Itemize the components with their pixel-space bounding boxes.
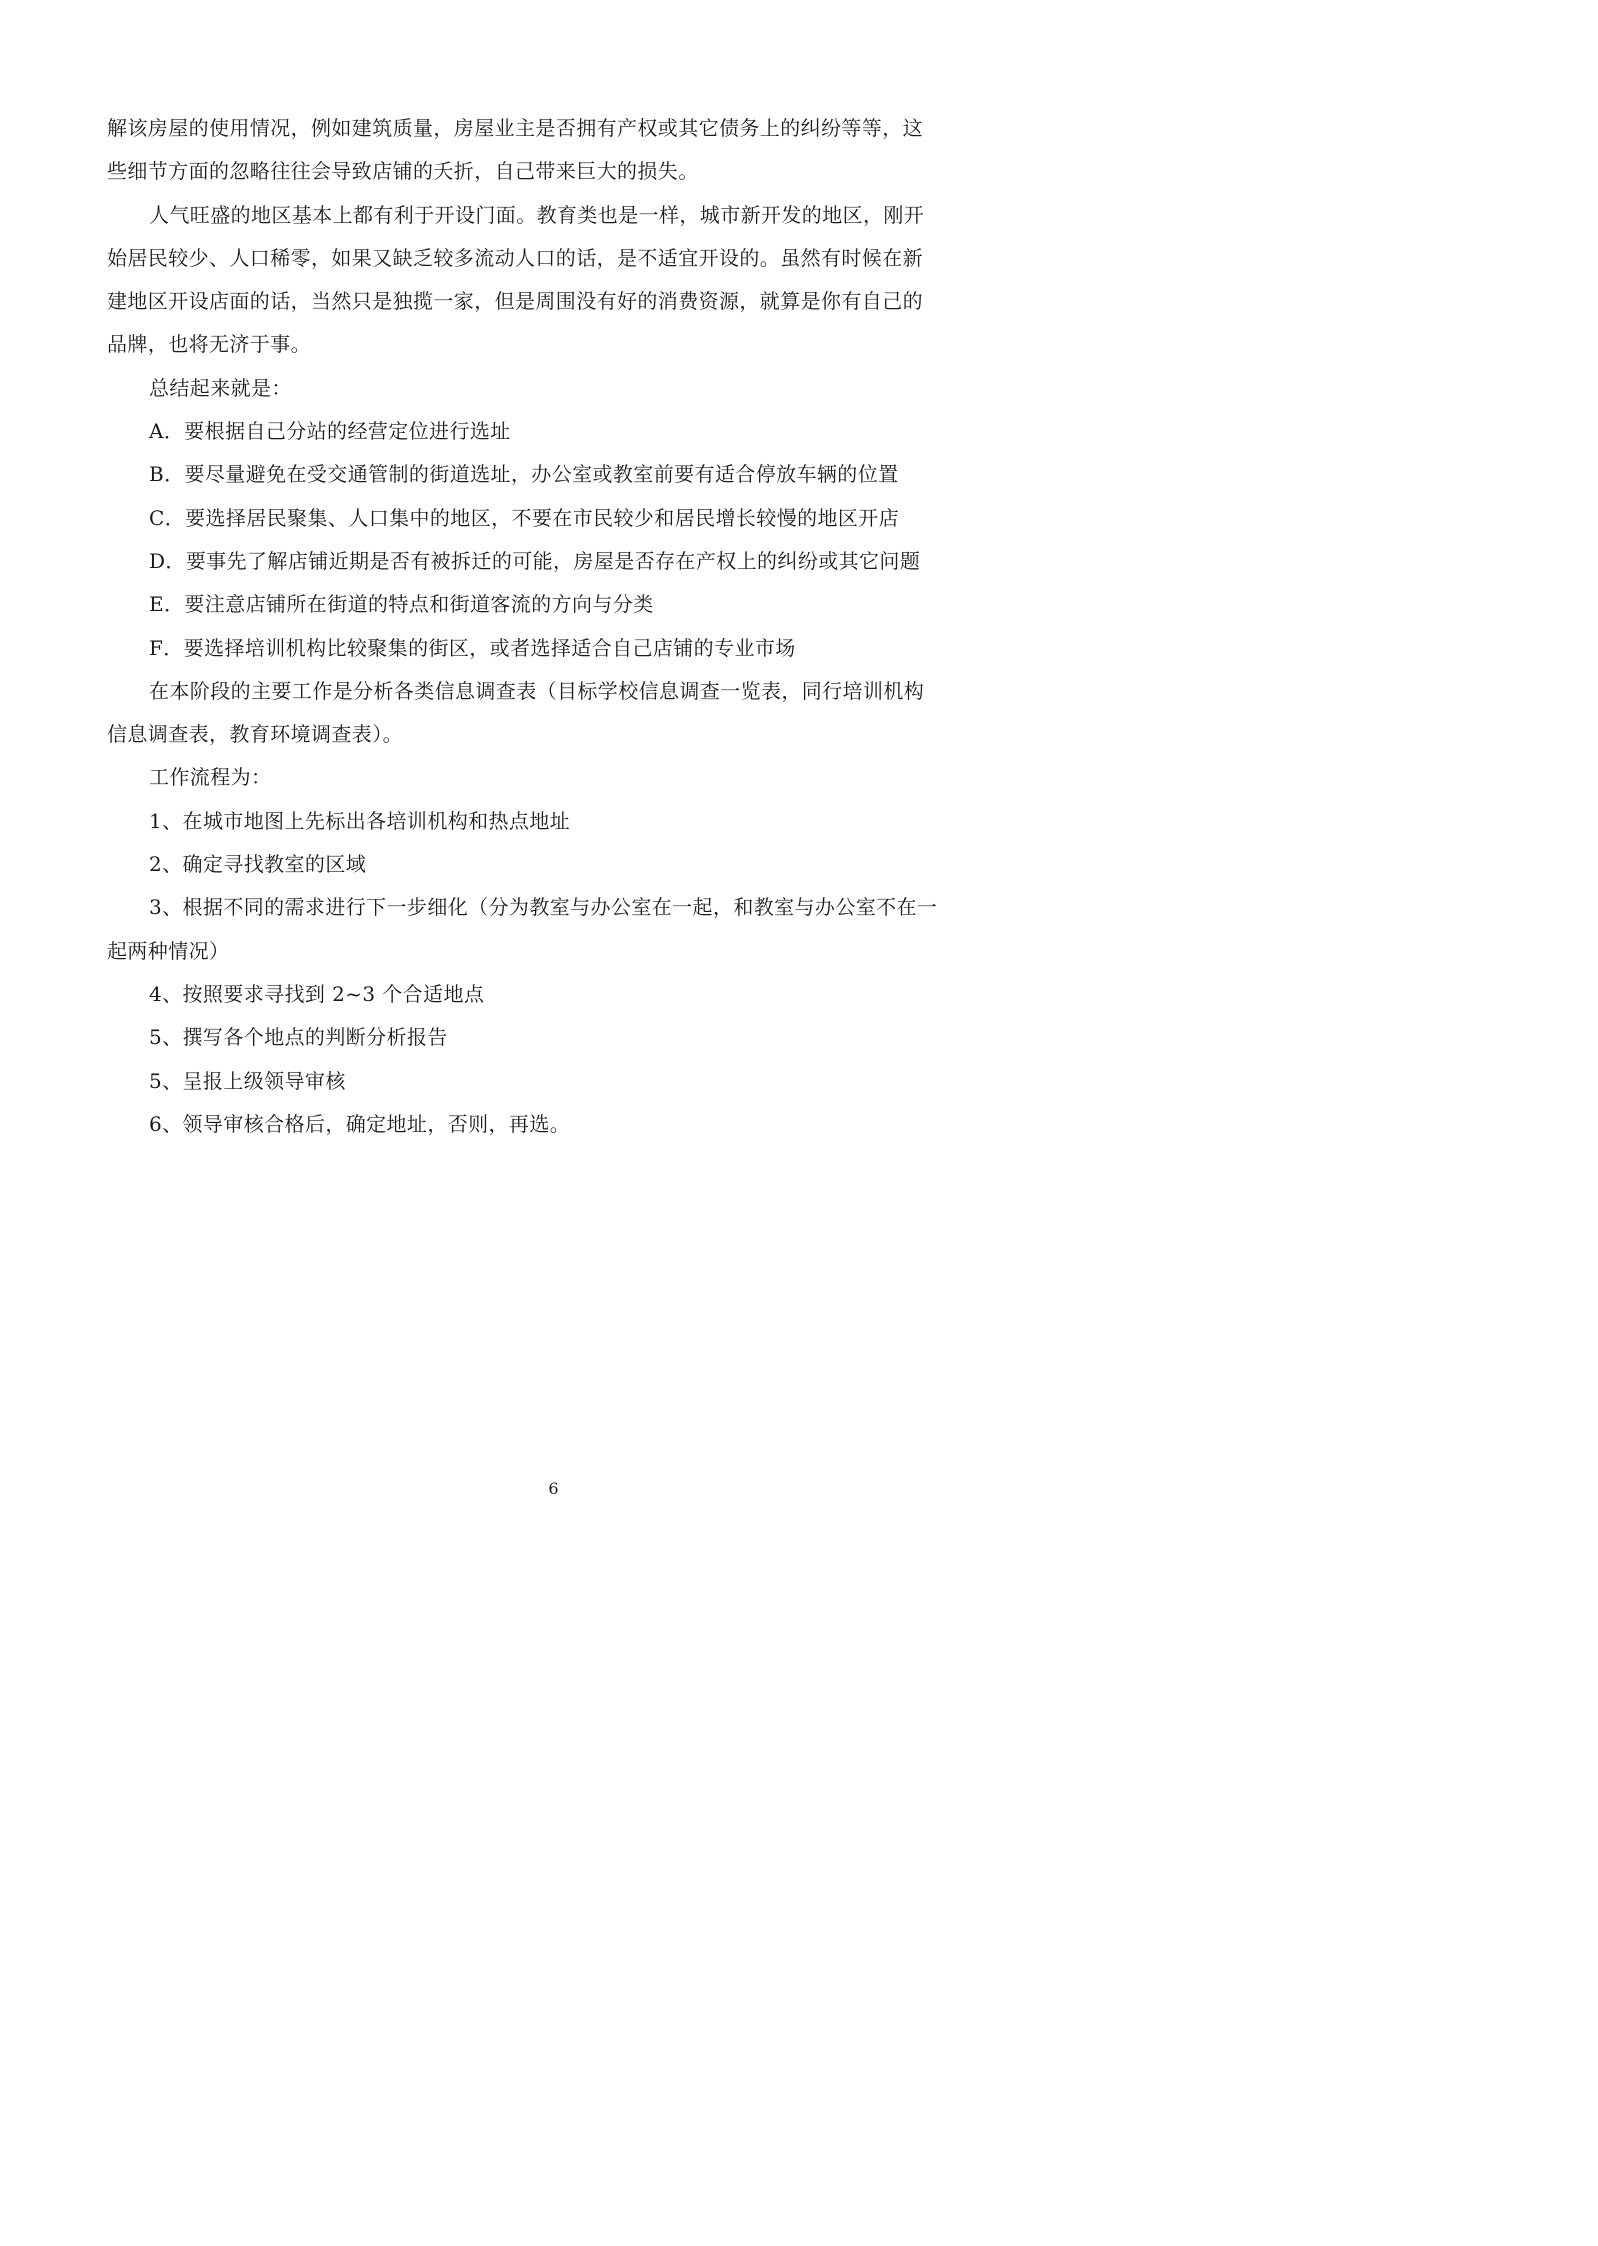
text-line: 解该房屋的使用情况，例如建筑质量，房屋业主是否拥有产权或其它债务上的纠纷等等，这	[107, 116, 923, 140]
text-line: 起两种情况）	[107, 938, 230, 963]
text-line: 品牌，也将无济于事。	[107, 332, 311, 357]
list-item: D．要事先了解店铺近期是否有被拆迁的可能，房屋是否存在产权上的纠纷或其它问题	[149, 548, 921, 573]
list-item: B．要尽量避免在受交通管制的街道选址，办公室或教室前要有适合停放车辆的位置	[149, 462, 899, 487]
text-line: 始居民较少、人口稀零，如果又缺乏较多流动人口的话，是不适宜开设的。虽然有时候在新	[107, 245, 923, 270]
list-item: A．要根据自己分站的经营定位进行选址	[149, 419, 511, 444]
text-line: 建地区开设店面的话，当然只是独揽一家，但是周围没有好的消费资源，就算是你有自己的	[107, 289, 923, 314]
list-item: 5、呈报上级领导审核	[149, 1068, 346, 1093]
list-item: 2、确定寻找教室的区域	[149, 852, 367, 877]
text-line: 信息调查表，教育环境调查表）。	[107, 722, 403, 747]
document-body	[107, 107, 1003, 1146]
list-item: 4、按照要求寻找到 2~3 个合适地点	[149, 981, 485, 1006]
text-line: 些细节方面的忽略往往会导致店铺的夭折，自己带来巨大的损失。	[107, 159, 699, 184]
list-item: 1、在城市地图上先标出各培训机构和热点地址	[149, 808, 571, 833]
list-item: 5、撰写各个地点的判断分析报告	[149, 1025, 448, 1050]
list-item: E．要注意店铺所在街道的特点和街道客流的方向与分类	[149, 592, 654, 617]
text-line: 总结起来就是：	[149, 375, 292, 400]
list-item: 3、根据不同的需求进行下一步细化（分为教室与办公室在一起，和教室与办公室不在一	[149, 895, 938, 920]
list-item: 6、领导审核合格后，确定地址，否则，再选。	[149, 1111, 571, 1136]
text-line: 在本阶段的主要工作是分析各类信息调查表（目标学校信息调查一览表，同行培训机构	[149, 678, 925, 703]
list-item: F．要选择培训机构比较聚集的街区，或者选择适合自己店铺的专业市场	[149, 635, 796, 660]
page-number: 6	[548, 1479, 559, 1498]
text-line: 工作流程为：	[149, 765, 272, 790]
list-item: C．要选择居民聚集、人口集中的地区，不要在市民较少和居民增长较慢的地区开店	[149, 505, 900, 530]
text-line: 人气旺盛的地区基本上都有利于开设门面。教育类也是一样，城市新开发的地区，刚开	[149, 202, 925, 227]
